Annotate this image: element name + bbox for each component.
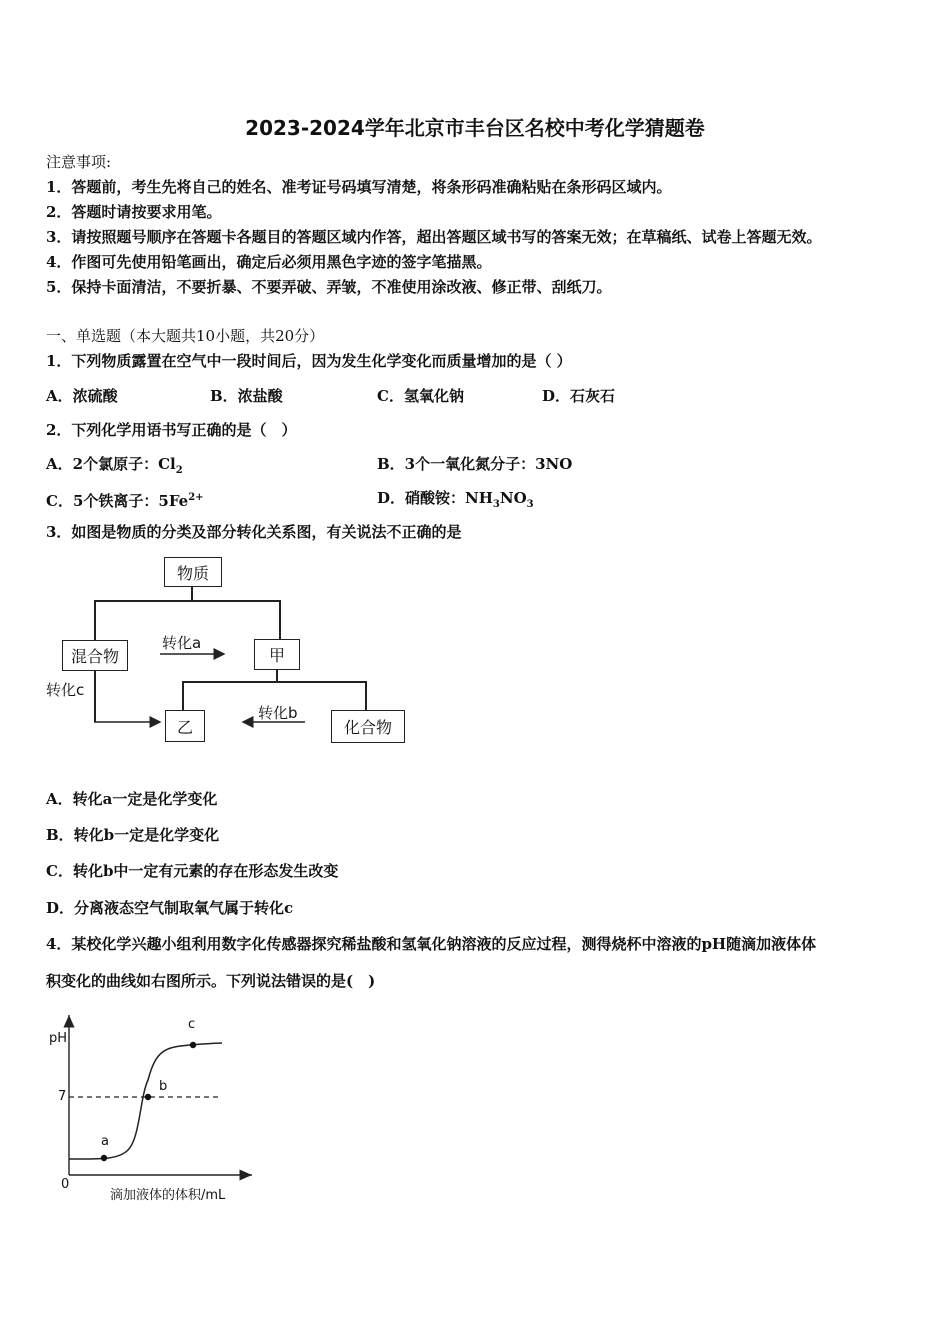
box-jia: 甲: [254, 639, 300, 670]
point-b: [145, 1094, 151, 1100]
label-a: a: [101, 1134, 109, 1149]
origin-label: 0: [61, 1177, 70, 1192]
label-b: b: [159, 1079, 168, 1094]
page-title: 2023-2024学年北京市丰台区名校中考化学猜题卷: [245, 116, 705, 140]
q2-option-a: A．2个氯原子：$Cl_2$: [46, 455, 183, 476]
q2-option-d: D．硝酸铵：$NH_3NO_3$: [377, 489, 534, 510]
q1-stem: 1．下列物质露置在空气中一段时间后，因为发生化学变化而质量增加的是（ ）: [46, 352, 572, 370]
ph-curve: [69, 1043, 222, 1159]
notice-item: 2．答题时请按要求用笔。: [46, 203, 222, 221]
section-heading: 一、单选题（本大题共10小题，共20分）: [46, 327, 325, 345]
label-conversion-a: 转化a: [162, 634, 202, 652]
box-substance: 物质: [164, 557, 222, 587]
q3-option-b: B．转化b一定是化学变化: [46, 826, 220, 844]
q4-stem-line1: 4．某校化学兴趣小组利用数字化传感器探究稀盐酸和氢氧化钠溶液的反应过程，测得烧杯中溶液的pH随滴加液体体: [46, 935, 817, 953]
notice-item: 1．答题前，考生先将自己的姓名、准考证号码填写清楚，将条形码准确粘贴在条形码区域内。: [46, 178, 672, 196]
axis-label-ph: pH: [49, 1031, 68, 1046]
box-yi: 乙: [165, 710, 205, 742]
q2-option-c: C．5个铁离子：$5Fe^{2+}$: [46, 492, 204, 510]
q1-option-a: A．浓硫酸: [46, 387, 118, 405]
axis-label-volume: 滴加液体的体积/mL: [110, 1188, 226, 1203]
point-c: [190, 1042, 196, 1048]
notice-item: 5．保持卡面清洁，不要折暴、不要弄破、弄皱，不准使用涂改液、修正带、刮纸刀。: [46, 278, 612, 296]
notice-item: 3．请按照题号顺序在答题卡各题目的答题区域内作答，超出答题区域书写的答案无效；在草稿纸、试卷上答题无效。: [46, 228, 822, 246]
q1-option-c: C．氢氧化钠: [377, 387, 464, 405]
q1-option-d: D．石灰石: [542, 387, 616, 405]
label-conversion-b: 转化b: [258, 704, 298, 722]
notice-heading: 注意事项:: [46, 153, 112, 171]
q2-stem: 2．下列化学用语书写正确的是（ ）: [46, 421, 297, 439]
notice-item: 4．作图可先使用铅笔画出，确定后必须用黑色字迹的签字笔描黑。: [46, 253, 492, 271]
point-a: [101, 1155, 107, 1161]
q2-option-b: B．3个一氧化氮分子：3NO: [377, 455, 573, 473]
q3-option-a: A．转化a一定是化学变化: [46, 790, 218, 808]
q4-stem-line2: 积变化的曲线如右图所示。下列说法错误的是( ): [46, 972, 376, 990]
label-c: c: [188, 1017, 196, 1032]
box-compound: 化合物: [331, 710, 405, 743]
q3-option-d: D．分离液态空气制取氧气属于转化c: [46, 899, 294, 917]
q3-stem: 3．如图是物质的分类及部分转化关系图，有关说法不正确的是: [46, 523, 462, 541]
box-mixture: 混合物: [62, 640, 128, 671]
label-conversion-c: 转化c: [46, 681, 85, 699]
q3-option-c: C．转化b中一定有元素的存在形态发生改变: [46, 862, 339, 880]
tick-label-7: 7: [58, 1089, 67, 1104]
q1-option-b: B．浓盐酸: [210, 387, 283, 405]
